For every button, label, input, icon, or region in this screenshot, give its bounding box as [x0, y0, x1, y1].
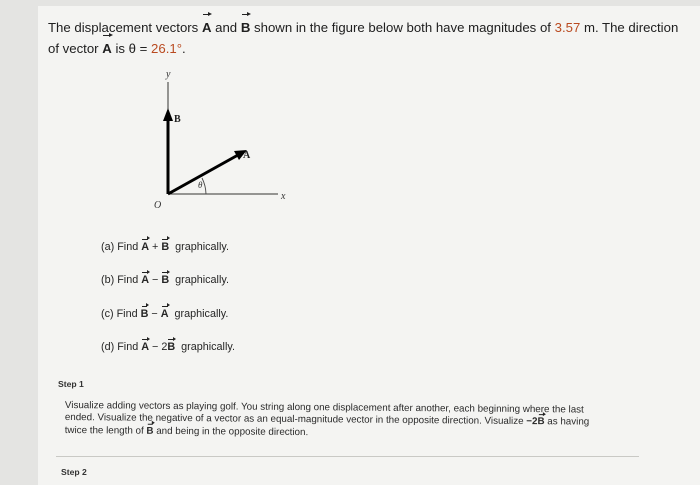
vector-symbol: A — [141, 341, 150, 354]
vector-symbol: B — [161, 240, 170, 253]
vector-a-label: A — [243, 150, 251, 161]
vector-symbol: A — [141, 240, 150, 253]
vector-symbol: B — [167, 341, 176, 354]
problem-text: shown in the figure below both have magnitudes of — [254, 20, 551, 35]
problem-text: The displacement vectors — [48, 20, 199, 35]
theta-label: θ — [198, 180, 203, 190]
problem-text: is — [115, 41, 125, 56]
vector-b-label: B — [174, 114, 181, 125]
theta-arc — [202, 178, 206, 194]
vector-a-symbol: A — [202, 17, 212, 38]
origin-label: O — [154, 200, 162, 211]
vector-symbol: B — [146, 425, 154, 437]
problem-text: m. The direction — [583, 20, 679, 35]
vector-a-symbol: A — [102, 38, 112, 59]
parts-list — [101, 230, 235, 364]
part-b: (b) Find A − B graphically. — [101, 274, 229, 287]
part-d: (d) Find A − 2 B graphically. — [101, 341, 235, 354]
vector-symbol: A — [141, 274, 150, 287]
magnitude-value: 3.57 — [554, 20, 581, 35]
step-2-heading: Step 2 — [61, 467, 87, 477]
step-1-heading: Step 1 — [58, 379, 84, 389]
vector-symbol: A — [160, 307, 169, 320]
problem-text: and — [215, 20, 238, 35]
problem-text: of vector — [48, 41, 99, 56]
step-1-explanation: Visualize adding vectors as playing golf. You string along one displacement after another, each beginning where the last ended. Visualize the negative of a vector as an equal-magnitude vector in the opposite direction. Visualize −2B as having twice the length of B and being in the opposite direction. — [64, 400, 590, 438]
problem-statement — [48, 17, 698, 59]
vector-diagram — [140, 66, 300, 216]
problem-text: . — [181, 41, 186, 56]
y-axis-label: y — [166, 69, 171, 80]
negative-two: −2 — [526, 416, 538, 428]
x-axis-label: x — [281, 191, 286, 202]
vector-b-arrowhead — [163, 108, 173, 121]
vector-a-arrow — [168, 155, 238, 194]
vector-symbol: B — [161, 274, 170, 287]
angle-value: 26.1° — [151, 41, 182, 56]
vector-symbol: B — [537, 416, 545, 428]
part-a: (a) Find A + B graphically. — [101, 240, 229, 253]
vector-symbol: B — [140, 307, 149, 320]
theta-equals: θ = — [128, 41, 148, 56]
part-c: (c) Find B − A graphically. — [101, 307, 229, 320]
vector-b-symbol: B — [241, 17, 251, 38]
step-divider — [56, 456, 639, 457]
